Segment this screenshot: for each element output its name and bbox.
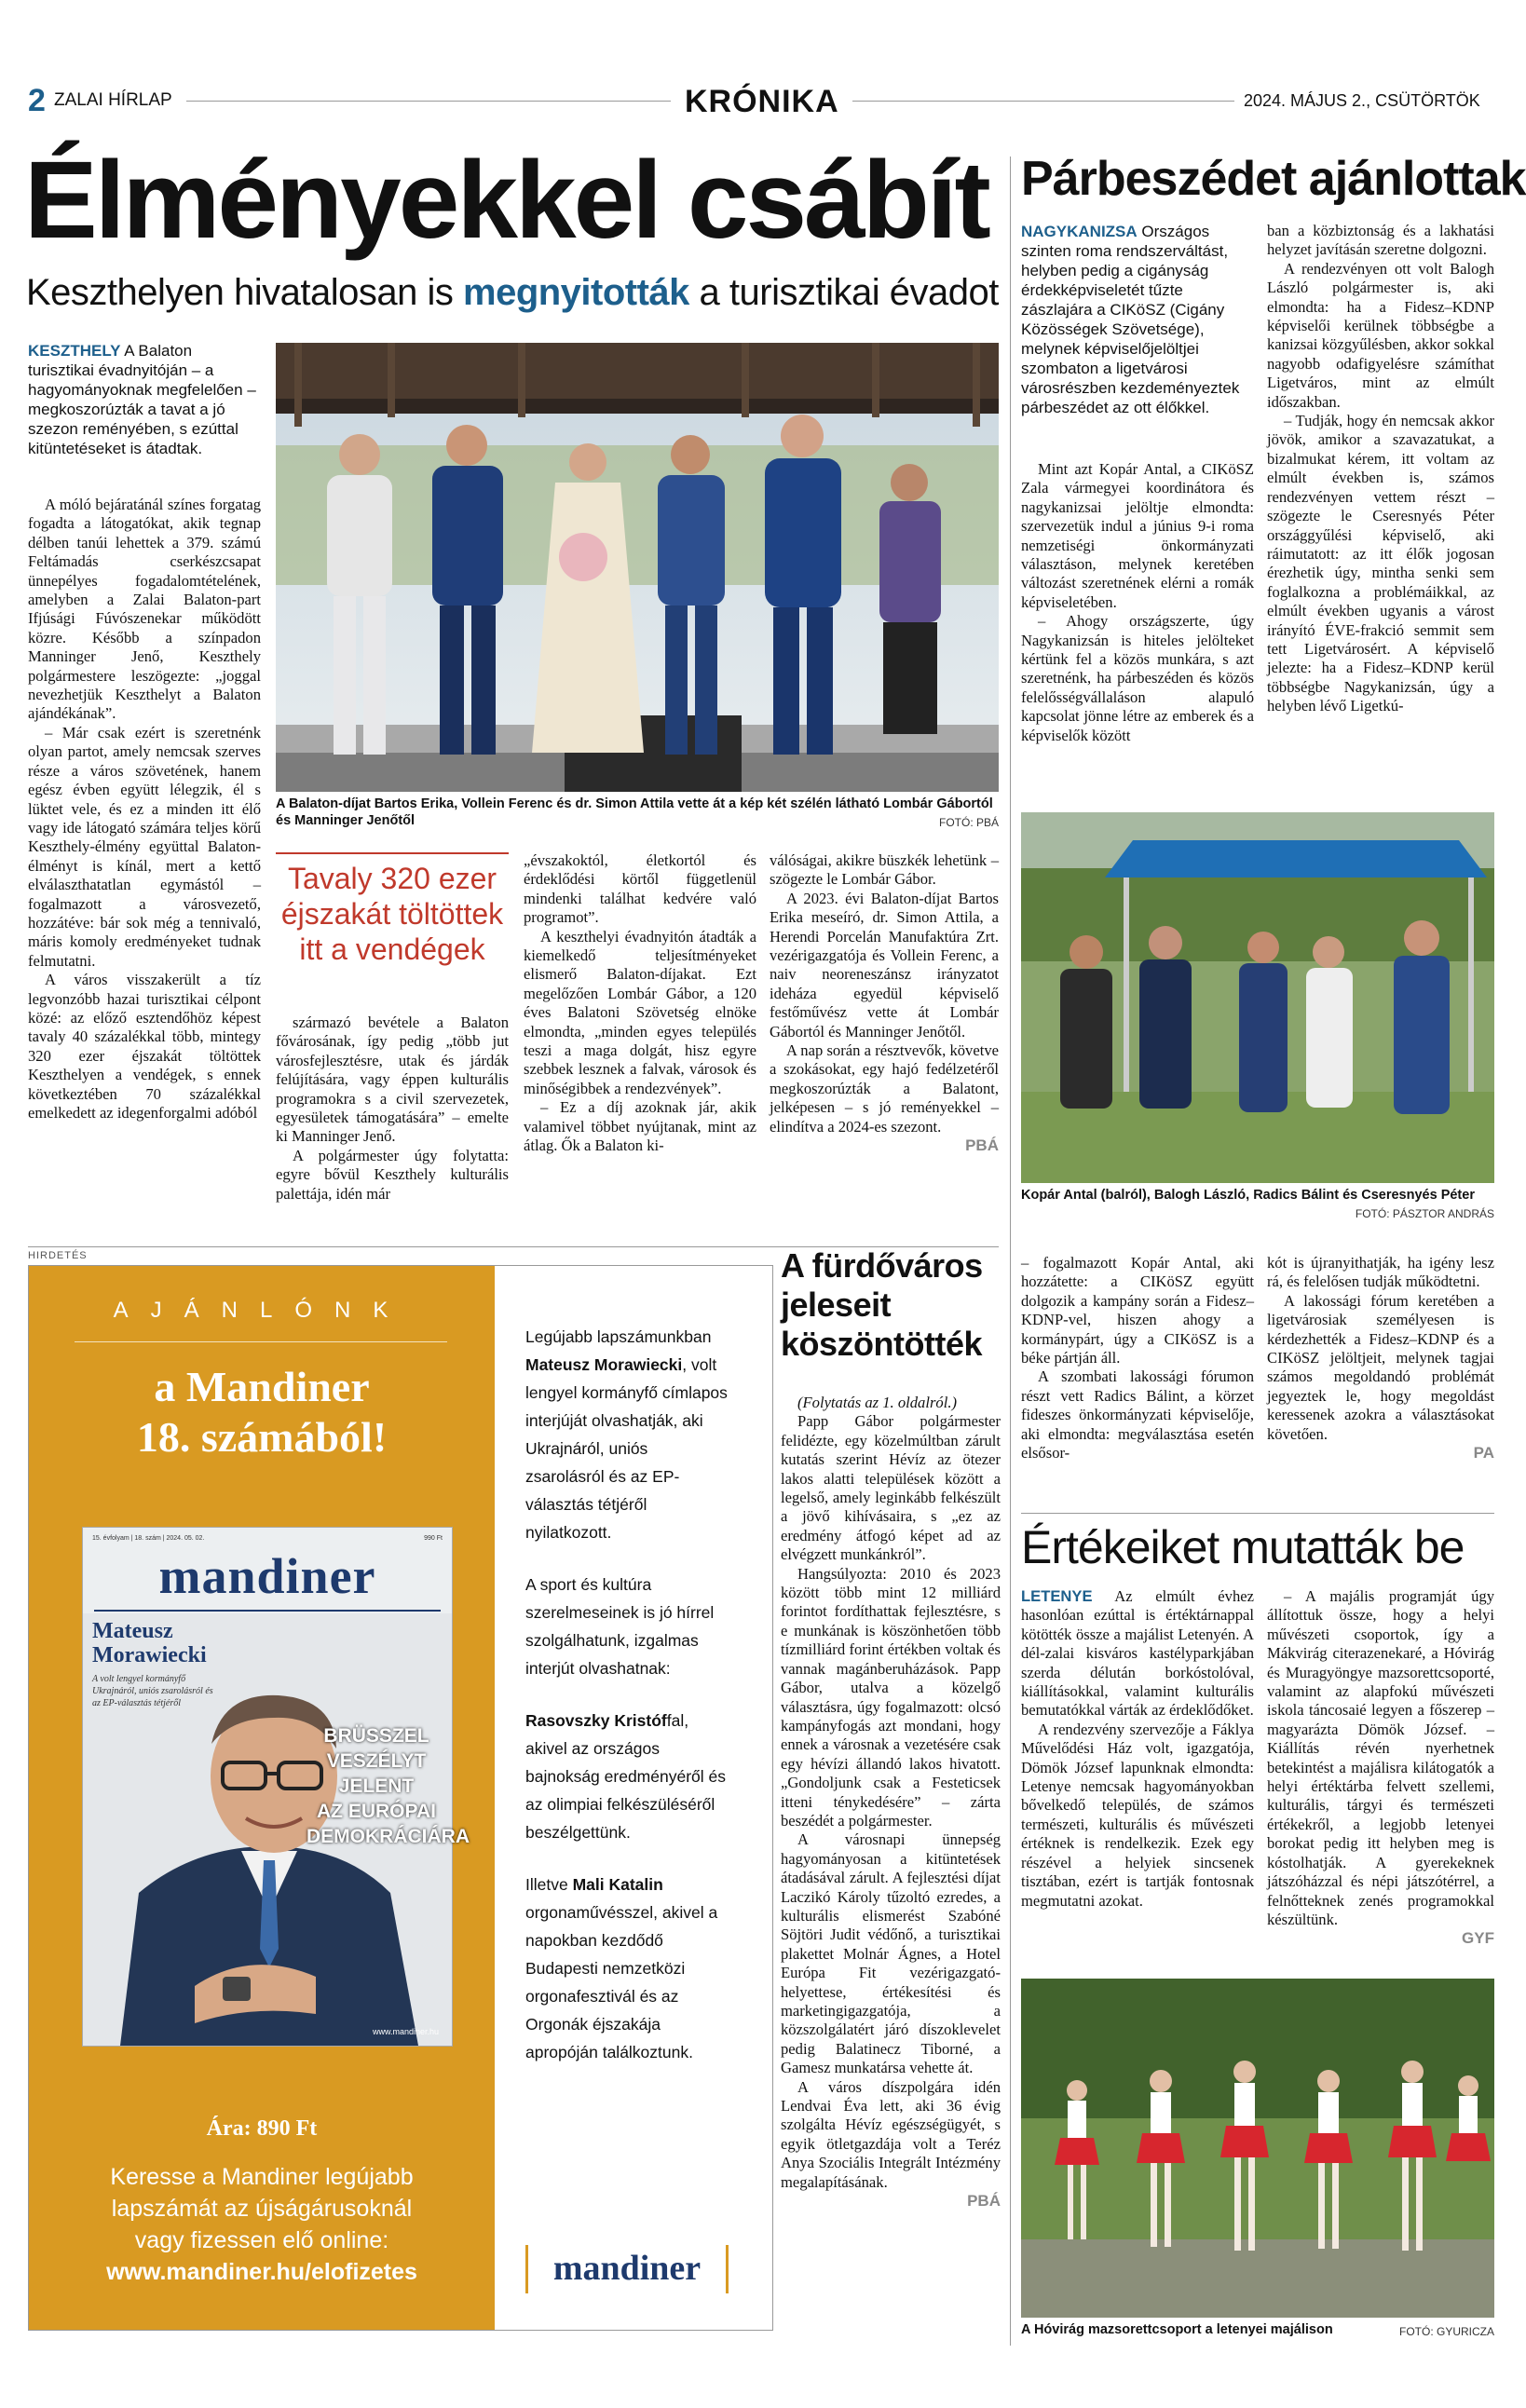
values-rule: [1021, 1513, 1494, 1514]
ad-desc-text: , volt lengyel kormányfő címlapos interjúját olvashatják, aki Ukrajnáról, uniós zsarolásról és az EP-választás tétjéről nyilatkozott.: [525, 1355, 728, 1542]
paragraph: A szombati lakossági fórumon részt vett Radics Bálint, a körzet fideszes önkormányzati képviselője, aki elmondta: megválasztása esetén elsősor-: [1021, 1367, 1254, 1462]
main-photo-caption: [276, 796, 999, 831]
ad-label: HIRDETÉS: [28, 1250, 88, 1261]
cover-website: www.mandiner.hu: [372, 2027, 439, 2036]
main-col-2: [276, 1014, 509, 1204]
right-signature: PA: [1473, 1444, 1494, 1462]
main-lead: [28, 341, 261, 458]
paragraph: A városnapi ünnepség hagyományosan a kitüntetések átadásával zárult. A fejlesztési díjat Laczikó Károly tűzoltó ezredes, a kulturális elismerést Szabóné Söjtöri Judit védőnő, a turisztikai plakettet Molnár Ágnes, a Hotel Európa Fit vezérigazgató-helyettese, értékesítési és marketingigazgatója, a közszolgálatért járó díszoklevelet pedig Balatinecz Tiborné, a Gamesz munkatársa vehette át.: [781, 1830, 1001, 2077]
paragraph: A 2023. évi Balaton-díjat Bartos Erika meseíró, dr. Simon Attila, a Herendi Porcelán Manufaktúra Zrt. vezérigazgatója és Vollein Ferenc, a naiv neoreneszánsz irányzatot ideháza egyedül képviselő festőművész vette át Lombár Gábortól és Manninger Jenőtől.: [770, 889, 999, 1041]
ad-desc-p2: A sport és kultúra szerelmeseinek is jó hírrel szolgálhatunk, izgalmas interjút olvashatnak:: [525, 1575, 715, 1678]
cover-person-desc: A volt lengyel kormányfő Ukrajnáról, uniós zsarolásról és az EP-választás tétjéről: [92, 1674, 213, 1708]
spa-body: [781, 1394, 1001, 2211]
subhead-accent: megnyitották: [463, 272, 689, 313]
pullquote-rule-top: [276, 852, 509, 854]
paragraph: A keszthelyi évadnyitón átadták a kiemelkedő teljesítményeket elismerő Balaton-díjakat. Ezt megelőzően Lombár Gábor, a 120 éves Balatoni Szövetség elnöke elmondta, „minden egyes település teszi a maga dolgát, hisz egyre szebbek lesznek a falvak, városok és minőségibbek a rendezvények”.: [524, 927, 756, 1097]
ad-bottom-logo-box: [525, 2245, 729, 2293]
ad-cta-line: lapszámát az újságárusoknál: [111, 2196, 413, 2222]
spa-headline-line: jeleseit: [781, 1286, 892, 1324]
main-photo: [276, 343, 999, 792]
paragraph: – A majális programját úgy állítottuk össze, hogy a helyi művészeti csoportok, így a Mákvirág citerazenekaré, a Hóvirág és Muragyöngye mazsorettcsoporté, valamint az alapfokú művészeti iskola táncosaié legyen a főszerep – magyarázta Dömök József. – Kiállítás révén nyerhetnek betekintést a majálisra kilátogatók a helyi értéktárba felvett szellemi, kulturális, tárgyi és természeti értékekről, a legjobb letenyei borokat pedig itt helyben meg is kóstolhatják. A gyerekeknek játszóházzal és népi játszótérrel, a felnőtteknek zenés programokkal készültünk.: [1267, 1587, 1494, 1928]
right-headline: Párbeszédet ajánlottak: [1021, 152, 1526, 206]
paragraph: – fogalmazott Kopár Antal, aki hozzátette: a CIKöSZ együtt dolgozik a kampány során a Fidesz–KDNP-vel, hiszen ahogy a kormánypárt, úgy a CIKöSZ is a béke pártján áll.: [1021, 1254, 1254, 1367]
ad-cta-line: Keresse a Mandiner legújabb: [110, 2164, 414, 2190]
paragraph: A város díszpolgára idén Lendvai Éva lett, aki 36 évig szolgálta Hévíz egészségügyét, s egyik ötletgazdája volt a Teréz Anya Szociális Integrált Intézmény megalapításának.: [781, 2077, 1001, 2191]
ad-desc-text: fal, akivel az országos bajnokság eredményéről és az olimpiai felkészüléséről beszélgettünk.: [525, 1711, 726, 1842]
paragraph: A polgármester úgy folytatta: egyre bővül Keszthely kulturális palettája, idén már: [276, 1146, 509, 1203]
ad-price: Ára: 890 Ft: [206, 2116, 318, 2141]
values-photo-caption-text: A Hóvirág mazsorettcsoport a letenyei majálison: [1021, 2322, 1333, 2337]
values-col-1: [1021, 1587, 1254, 1911]
paragraph: – Ez a díj azoknak jár, akik valamivel többet nyújtanak, mint az átlag. Ők a Balaton ki-: [524, 1098, 756, 1155]
ad-desc-bold: Rasovszky Kristóf: [525, 1711, 667, 1730]
paragraph: [1021, 1587, 1254, 1721]
main-photo-caption-text: A Balaton-díjat Bartos Erika, Vollein Ferenc és dr. Simon Attila vette át a kép két szélén látható Lombár Gábortól és Manninger Jenőtől: [276, 796, 993, 828]
paragraph: Mint azt Kopár Antal, a CIKöSZ Zala vármegyei koordinátora és nagykanizsai jelöltje elmondta: szervezetük indul a június 9-i roma nemzetiségi önkormányzati választáson, melynek keretében változást szeretnének elérni a romák képviseletében.: [1021, 460, 1254, 611]
right-col-2: [1267, 222, 1494, 716]
paragraph: A rendezvény szervezője a Fáklya Művelődési Ház volt, igazgatója, Dömök József lapunknak elmondta: Letenye nemcsak hagyományokban bővelkedő település, de számos természeti, kulturális és művészeti értéknek is rendelkezik. Ezek egy részével a helyiek sincsenek tisztában, ezért is tartják fontosnak megmutatni azokat.: [1021, 1720, 1254, 1910]
lead-text: A Balaton turisztikai évadnyitóján – a hagyományoknak megfelelően – megkoszorúzták a tavat a jó szezon reményében, s ezúttal kitüntetéseket is átadtak.: [28, 342, 256, 457]
main-kicker: KESZTHELY: [28, 342, 121, 360]
main-photo-credit: FOTÓ: PBÁ: [938, 816, 999, 829]
right-photo-caption: [1021, 1187, 1494, 1222]
ad-cta-url[interactable]: www.mandiner.hu/elofizetes: [106, 2259, 417, 2285]
values-signature: GYF: [1462, 1929, 1494, 1948]
ad-desc-p4: [525, 1871, 730, 2066]
spa-continued: (Folytatás az 1. oldalról.): [797, 1394, 958, 1411]
paragraph: A lakossági fórum keretében a ligetvárosiak személyesen is kérdezhették a Fidesz–KDNP és a CIKöSZ jelöltjeit, melynek tagjai számos megoldandó problémát jegyeztek le, hogy megoldást keressenek azokra a választásokat követően.: [1267, 1291, 1494, 1443]
main-col-4: [770, 851, 999, 1156]
cover-title-line: JELENT: [338, 1775, 415, 1797]
section-name: KRÓNIKA: [685, 84, 839, 119]
cover-title: [307, 1723, 470, 1849]
right-col-3: [1021, 1254, 1254, 1462]
right-lead: [1021, 222, 1254, 417]
right-photo-caption-text: Kopár Antal (balról), Balogh László, Radics Bálint és Cseresnyés Péter: [1021, 1188, 1475, 1203]
main-signature: PBÁ: [965, 1136, 999, 1155]
issue-date: 2024. MÁJUS 2., CSÜTÖRTÖK: [1244, 91, 1480, 110]
paragraph: származó bevétele a Balaton fővárosának, így pedig „több jut városfejlesztésre, utak és járdák felújítására, vagy éppen kulturális programokra s a civil szervezetek, egyesületek támogatására” – emelte ki Manninger Jenő.: [276, 1014, 509, 1146]
cover-price: 990 Ft: [424, 1535, 443, 1542]
ad-desc-text: Legújabb lapszámunkban: [525, 1327, 712, 1346]
paragraph: – Tudják, hogy én nemcsak akkor jövök, amikor a szavazatukat, a bizalmukat kérem, itt voltam az elmúlt években is, számos rendezvényen vettem részt – szögezte le Cseresnyés Péter országgyűlési képviselő, aki ráimutatott: az itt élők jogosan érezhetik úgy, mintha senki sem foglalkozna a problémáikkal, az elmúlt években ugyanis a várost irányító ÉVE-frakció semmit sem tett Ligetvárosért. A képviselő jelezte: ha a Fidesz–KDNP kerül többségbe Nagykanizsán, úgy a helyben lévő Ligetkú-: [1267, 412, 1494, 715]
cover-title-line: BRÜSSZEL: [323, 1725, 429, 1747]
ad-headline-1: a Mandiner: [154, 1363, 370, 1410]
spa-signature: PBÁ: [967, 2192, 1001, 2211]
pullquote: Tavaly 320 ezer éjszakát töltöttek itt a vendégek: [280, 862, 504, 966]
subhead-part: a turisztikai évadot: [688, 272, 999, 313]
paragraph: – Ahogy országszerte, úgy Nagykanizsán is hiteles jelölteket kértünk fel a közös munkára, s azt szeretnénk, ha párbeszéden és közös felelősségvállaláson alapuló kapcsolat jönne létre az emberek és a képviselők között: [1021, 612, 1254, 744]
paragraph: A móló bejáratánál színes forgatag fogadta a látogatókat, akik tegnap délben tanúi lehettek a 379. számú Feltámadás cserkészcsapat ünnepélyes fogadalomtételének, amelyben a Zalai Balaton-part Ifjúsági Fúvószenekar működött közre. Később a színpadon Manninger Jenő, Keszthely polgármestere leszögezte: „joggal nevezhetjük Keszthelyt a Balaton ajándékának”.: [28, 496, 261, 723]
header-rule-right: [852, 101, 1234, 102]
main-subhead: [26, 270, 999, 315]
paragraph: A város visszakerült a tíz legvonzóbb hazai turisztikai célpont közé: az előző esztendőhöz képest tavaly 40 százalékkal több, mintegy 320 ezer éjszakát töltöttek Keszthelyen a vendégek, s ennek következtében 70 százalékkal emelkedett az idegenforgalmi adóból: [28, 971, 261, 1122]
values-photo: [1021, 1979, 1494, 2318]
paragraph: A nap során a résztvevők, követve a szokásokat, egy hajó fedélzetéről megkoszorúzták a Balatont, jelképesen – s jó reményekkel – elindítva a 2024-es szezont.: [770, 1041, 999, 1136]
ad-desc-p3: [525, 1707, 730, 1846]
majorette-photo-illustration: [1021, 1979, 1494, 2318]
cover-logo: mandiner: [158, 1548, 376, 1604]
paragraph: válóságai, akikre büszkék lehetünk – szögezte le Lombár Gábor.: [770, 851, 999, 889]
stage-photo-illustration: [276, 343, 999, 792]
ad-description: [525, 1323, 730, 2066]
main-headline: Élményekkel csábít: [24, 139, 988, 262]
cover-rule: [94, 1610, 441, 1612]
ad-desc-bold: Mali Katalin: [572, 1875, 663, 1894]
paragraph: – Már csak ezért is szeretnénk olyan partot, amely nemcsak szerves része a város szövetének, hanem egész évben együtt lélegzik, él s lüktet vele, és ez a minden itt élő vagy ide látogató számára teljes körű Keszthely-élmény együttal Balaton-élményt is kínál, mert a kettő elválaszthatatlan egymástól – fogalmazott a városvezető, hozzátéve: bár sok még a tennivaló, máris komoly eredményeket tudnak felmutatni.: [28, 723, 261, 970]
right-photo: [1021, 812, 1494, 1183]
cover-title-line: VESZÉLYT: [326, 1750, 427, 1772]
ad-top-rule: [75, 1341, 447, 1342]
lead-text: Országos szinten roma rendszerváltást, helyben pedig a cigányság érdekképviseletét tűzte zászlajára a CIKöSZ (Cigány Közösségek Szövetsége), melynek képviselőjelöltjei szombaton a ligetvárosi városrészben kezdeményeztek párbeszédet az ott élőkkel.: [1021, 223, 1240, 416]
values-photo-caption: [1021, 2321, 1494, 2340]
right-col-1: [1021, 460, 1254, 745]
spa-headline: [781, 1246, 1001, 1364]
ad-cta-line: vagy fizessen elő online:: [134, 2227, 389, 2253]
paragraph: kót is újranyithatják, ha igény lesz rá, és felelősen tudják működtetni.: [1267, 1254, 1494, 1291]
paragraph-text: Az elmúlt évhez hasonlóan ezúttal is értéktárnappal kötötték össze a majálist Letenyén. A dél-zalai kisváros kastélyparkjában szerda délután borkóstolóval, kiállításokkal, valamint kulturális bemutatókkal várták az érdeklődőket.: [1021, 1587, 1254, 1720]
values-col-2: [1267, 1587, 1494, 1949]
values-photo-credit: FOTÓ: GYURICZA: [1399, 2325, 1494, 2338]
right-kicker: NAGYKANIZSA: [1021, 223, 1138, 240]
values-kicker: LETENYE: [1021, 1587, 1093, 1605]
ad-desc-bold: Mateusz Morawiecki: [525, 1355, 683, 1374]
cover-person-name-1: Mateusz: [92, 1619, 173, 1643]
subhead-part: Keszthelyen hivatalosan is: [26, 272, 463, 313]
cover-title-line: DEMOKRÁCIÁRA: [307, 1826, 470, 1847]
ad-top-word: AJÁNLÓNK: [113, 1298, 411, 1323]
ad-desc-text: Illetve: [525, 1875, 573, 1894]
ad-headline-2: 18. számából!: [136, 1413, 388, 1461]
values-headline: Értékeiket mutatták be: [1021, 1521, 1465, 1573]
page-number: 2: [28, 83, 46, 118]
ad-desc-p1: [525, 1323, 730, 1546]
ad-cta: [29, 2161, 495, 2288]
main-col-3: [524, 851, 756, 1156]
right-col-4: [1267, 1254, 1494, 1462]
column-separator: [1010, 156, 1011, 1246]
forum-photo-illustration: [1021, 812, 1494, 1183]
paragraph: „évszakoktól, életkortól és érdeklődési körtől függetlenül mindenki találhat kedvére való programot”.: [524, 851, 756, 927]
spa-headline-line: köszöntötték: [781, 1325, 983, 1363]
column-separator-lower: [1010, 1246, 1011, 2346]
paragraph: Papp Gábor polgármester felidézte, egy közelmúltban zárult kutatás szerint Hévíz az ötezer lakos alatti települések között a legelső, amely leginkább felkészült a jövő kihívásaira, s „ez az eredmény átfogó képet ad az elvégzett munkánkról”.: [781, 1412, 1001, 1564]
ad-desc-text: orgonaművésszel, akivel a napokban kezdődő Budapesti nemzetközi orgonafesztivál és az Orgonák éjszakája apropóján találkoztunk.: [525, 1903, 718, 2061]
main-col-1: [28, 496, 261, 1122]
paragraph: A rendezvényen ott volt Balogh László polgármester is, aki elmondta: ha a Fidesz–KDNP képviselői kerülnek többségbe a kanizsai közgyűlésben, akkor sokkal nagyobb odafigyelésre számíthat Ligetváros, mint az elmúlt időszakban.: [1267, 259, 1494, 411]
paper-name: ZALAI HÍRLAP: [54, 90, 172, 110]
cover-issue-line: 15. évfolyam | 18. szám | 2024. 05. 02.: [92, 1535, 205, 1542]
paragraph: Hangsúlyozta: 2010 és 2023 között több mint 12 milliárd forintot fordíthattak fejlesztésre, s e munkának is köszönhetően több tízmilliárd forint értékben voltak és vannak magánberuházások. Papp Gábor, utalva a közelgő választásra, úgy fogalmazott: olcsó kampányfogás azt mondani, hogy ennek a városnak a vezetésére csak egy hévízi állandó lakos hivatott. „Gondoljunk csak a Festeticsek itteni ténykedésére” – zárta beszédét a polgármester.: [781, 1564, 1001, 1830]
right-photo-credit: FOTÓ: PÁSZTOR ANDRÁS: [1355, 1207, 1494, 1220]
magazine-cover: [83, 1528, 470, 2046]
paragraph: ban a közbiztonság és a lakhatási helyzet javításán szeretne dolgozni.: [1267, 222, 1494, 259]
ad-bottom-logo: mandiner: [552, 2249, 702, 2288]
cover-title-line: AZ EURÓPAI: [317, 1801, 436, 1822]
cover-person-name-2: Morawiecki: [92, 1643, 207, 1667]
header-rule-left: [186, 101, 671, 102]
spa-headline-line: A fürdőváros: [781, 1246, 983, 1285]
